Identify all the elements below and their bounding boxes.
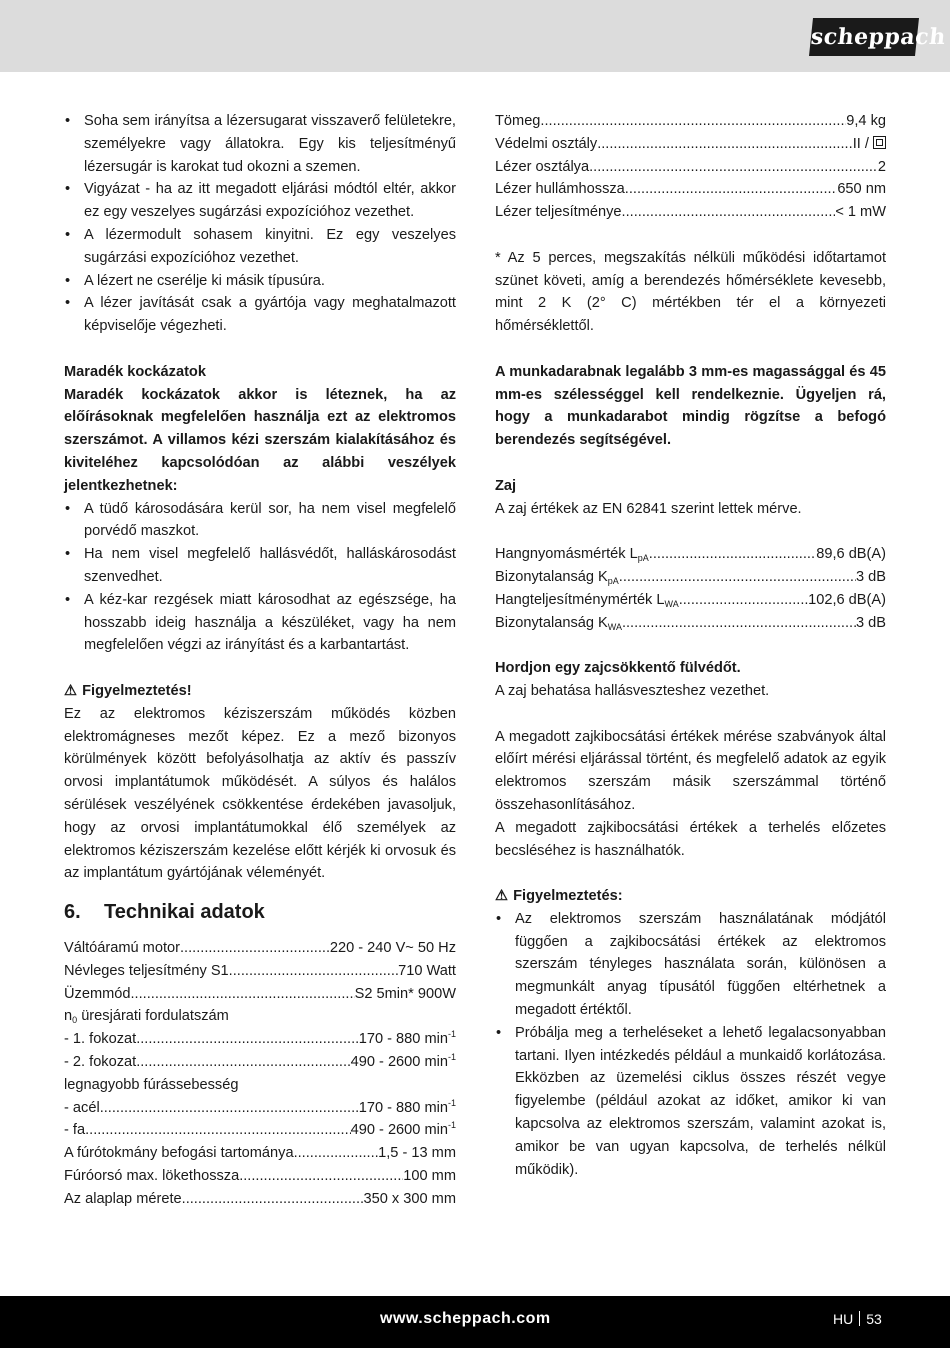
noise-row: Hangteljesítménymérték $L_{WA}$ ..... 102,6 dB(A) [495,589,886,612]
website-url: www.scheppach.com [380,1310,551,1327]
spec-row: - fa ..... 490 - 2600 $\min^{-1}$ [64,1119,456,1142]
warning-heading: ⚠ Figyelmeztetés! [64,680,456,703]
spec-row: legnagyobb fúrássebesség [64,1076,239,1093]
double-insulation-icon [873,136,886,149]
spec-row: Tömeg ..... 9,4 kg [495,110,886,133]
warning-text: Ez az elektromos kéziszerszám működés közben elektromágneses mezőt képez. Ez a mező bizonyos körülmények között befolyásolhatja az aktív és passzív orvosi implantátumok működését. A súlyos és halálos sérülések veszélyének csökkentése érdekében javasoljuk, hogy az orvosi implantátumokkal élő személyek az elektromos kéziszerszám kezelése előtt kérjék ki orvosuk és az implantátum gyártójának véleményét. [64,705,456,882]
spec-row: - 2. fokozat ..... 490 - 2600 $\min^{-1}$ [64,1051,456,1074]
spec-row: Lézer hullámhossza ..... 650 nm [495,178,886,201]
left-column [64,110,456,1211]
noise-text: A zaj értékek az EN 62841 szerint lettek mérve. [495,500,802,517]
footer-bar [0,1296,950,1348]
list-item: • Soha sem irányítsa a lézersugarat visszaverő felületekre, személyekre vagy állatokra. Egy kis teljesítményű lézersugár is karokat tud okozni a szemen. [64,110,456,178]
warning-triangle-icon: ⚠ [64,682,78,699]
spec-row: $n_0$ üresjárati fordulatszám [64,1008,229,1026]
tech-specs [64,937,456,1211]
noise-warning-list [495,908,886,1182]
noise-row: Bizonytalanság $K_{pA}$ ..... 3 dB [495,566,886,589]
spec-row: Névleges teljesítmény S1 ..... 710 Watt [64,960,456,983]
warning-triangle-icon: ⚠ [495,888,509,905]
warning-heading: ⚠ Figyelmeztetés: [495,885,886,908]
spec-row: Lézer osztálya ..... 2 [495,156,886,179]
noise-row: Hangnyomásmérték $L_{pA}$ ..... 89,6 dB(A) [495,543,886,566]
workpiece-notice: A munkadarabnak legalább 3 mm-es magassággal és 45 mm-es szélességgel kell rendelkeznie. Ügyeljen rá, hogy a munkadarabot mindig rögzítse a befogó berendezés segítségével. [495,363,886,449]
spec-row: - 1. fokozat ..... 170 - 880 $\min^{-1}$ [64,1028,456,1051]
tech-specs-continued [495,110,886,224]
spec-row: A fúrótokmány befogási tartománya ..... 1,5 - 13 mm [64,1142,456,1165]
noise-row: Bizonytalanság $K_{WA}$ ..... 3 dB [495,612,886,635]
noise-heading: Zaj [495,477,517,494]
list-item: • Vigyázat - ha az itt megadott eljárási módtól eltér, akkor ez egy veszelyes sugárzási expozícióhoz vezethet. [64,178,456,224]
laser-safety-list [64,110,456,338]
residual-risks-heading: Maradék kockázatok [64,363,206,380]
list-item: • A kéz-kar rezgések miatt károsodhat az egészsége, ha hosszabb ideig használja a készüléket, vagy ha nem megfelelően végzi az irányítást és a karbantartást. [64,589,456,657]
section-heading: 6. Technikai adatok [64,901,265,924]
spec-row: Fúróorsó max. lökethossza ..... 100 mm [64,1165,456,1188]
spec-row: - acél ..... 170 - 880 $\min^{-1}$ [64,1097,456,1120]
spec-row: Lézer teljesítménye ..... < 1 mW [495,201,886,224]
header-bar [0,0,950,72]
list-item: • A tüdő károsodására kerül sor, ha nem visel megfelelő porvédő maszkot. [64,498,456,544]
hearing-protection-text: A zaj behatása hallásveszteshez vezethet. [495,682,770,699]
residual-risks-list [64,498,456,658]
list-item: • Próbálja meg a terheléseket a lehető legalacsonyabban tartani. Ilyen intézkedés például a munkaidő korlátozása. Ekközben az üzemelési ciklus összes részét vegye figyelembe (például azokat az időket, amikor ki van kapcsolva az elektromos szerszám, valamint azokat is, amikor be van ugyan kapcsolva, de terhelés nélkül működik). [495,1022,886,1182]
duty-cycle-footnote: * Az 5 perces, megszakítás nélküli működési időtartamot szünet követi, amíg a berendezés hőmérséklete kevesebb, mint 2 K (2° C) mértékben tér el a környezeti hőmérséklettől. [495,249,886,335]
list-item: • A lézermodult sohasem kinyitni. Ez egy veszelyes sugárzási expozícióhoz vezethet. [64,224,456,270]
noise-paragraph: A megadott zajkibocsátási értékek mérése szabványok által előírt mérési eljárással történt, és megfelelő adatok az egyik elektromos szerszám másik szerszámmal történő összehasonlításához. [495,728,886,813]
spec-row: Váltóáramú motor ..... 220 - 240 V~ 50 Hz [64,937,456,960]
list-item: • A lézert ne cserélje ki másik típusúra. [64,270,456,293]
list-item: • Az elektromos szerszám használatának módjától függően a zajkibocsátási értékek az elektromos szerszám tényleges használata során, különösen a megmunkált anyag típusától függően eltérhetnek a megadott értéktől. [495,908,886,1022]
noise-values [495,543,886,634]
spec-row: Védelmi osztály ..... II / [495,133,886,156]
list-item: • A lézer javítását csak a gyártója vagy meghatalmazott képviselője végezheti. [64,292,456,338]
spec-row: Az alaplap mérete ..... 350 x 300 mm [64,1188,456,1211]
scheppach-logo: scheppach [809,18,919,56]
residual-risks-text: Maradék kockázatok akkor is léteznek, ha az előírásoknak megfelelően használja ezt az elektromos szerszámot. A villamos kézi szerszám kialakításához és kiviteléhez kapcsolódóan az alábbi veszélyek jelentkezhetnek: [64,386,456,494]
spec-row: Üzemmód ..... S2 5min* 900W [64,983,456,1006]
hearing-protection-heading: Hordjon egy zajcsökkentő fülvédőt. [495,660,741,677]
list-item: • Ha nem visel megfelelő hallásvédőt, halláskárosodást szenvedhet. [64,543,456,589]
noise-paragraph: A megadott zajkibocsátási értékek a terhelés előzetes becsléséhez is használhatók. [495,819,886,859]
right-column [495,110,886,1181]
page-number: HU 53 [833,1311,882,1327]
